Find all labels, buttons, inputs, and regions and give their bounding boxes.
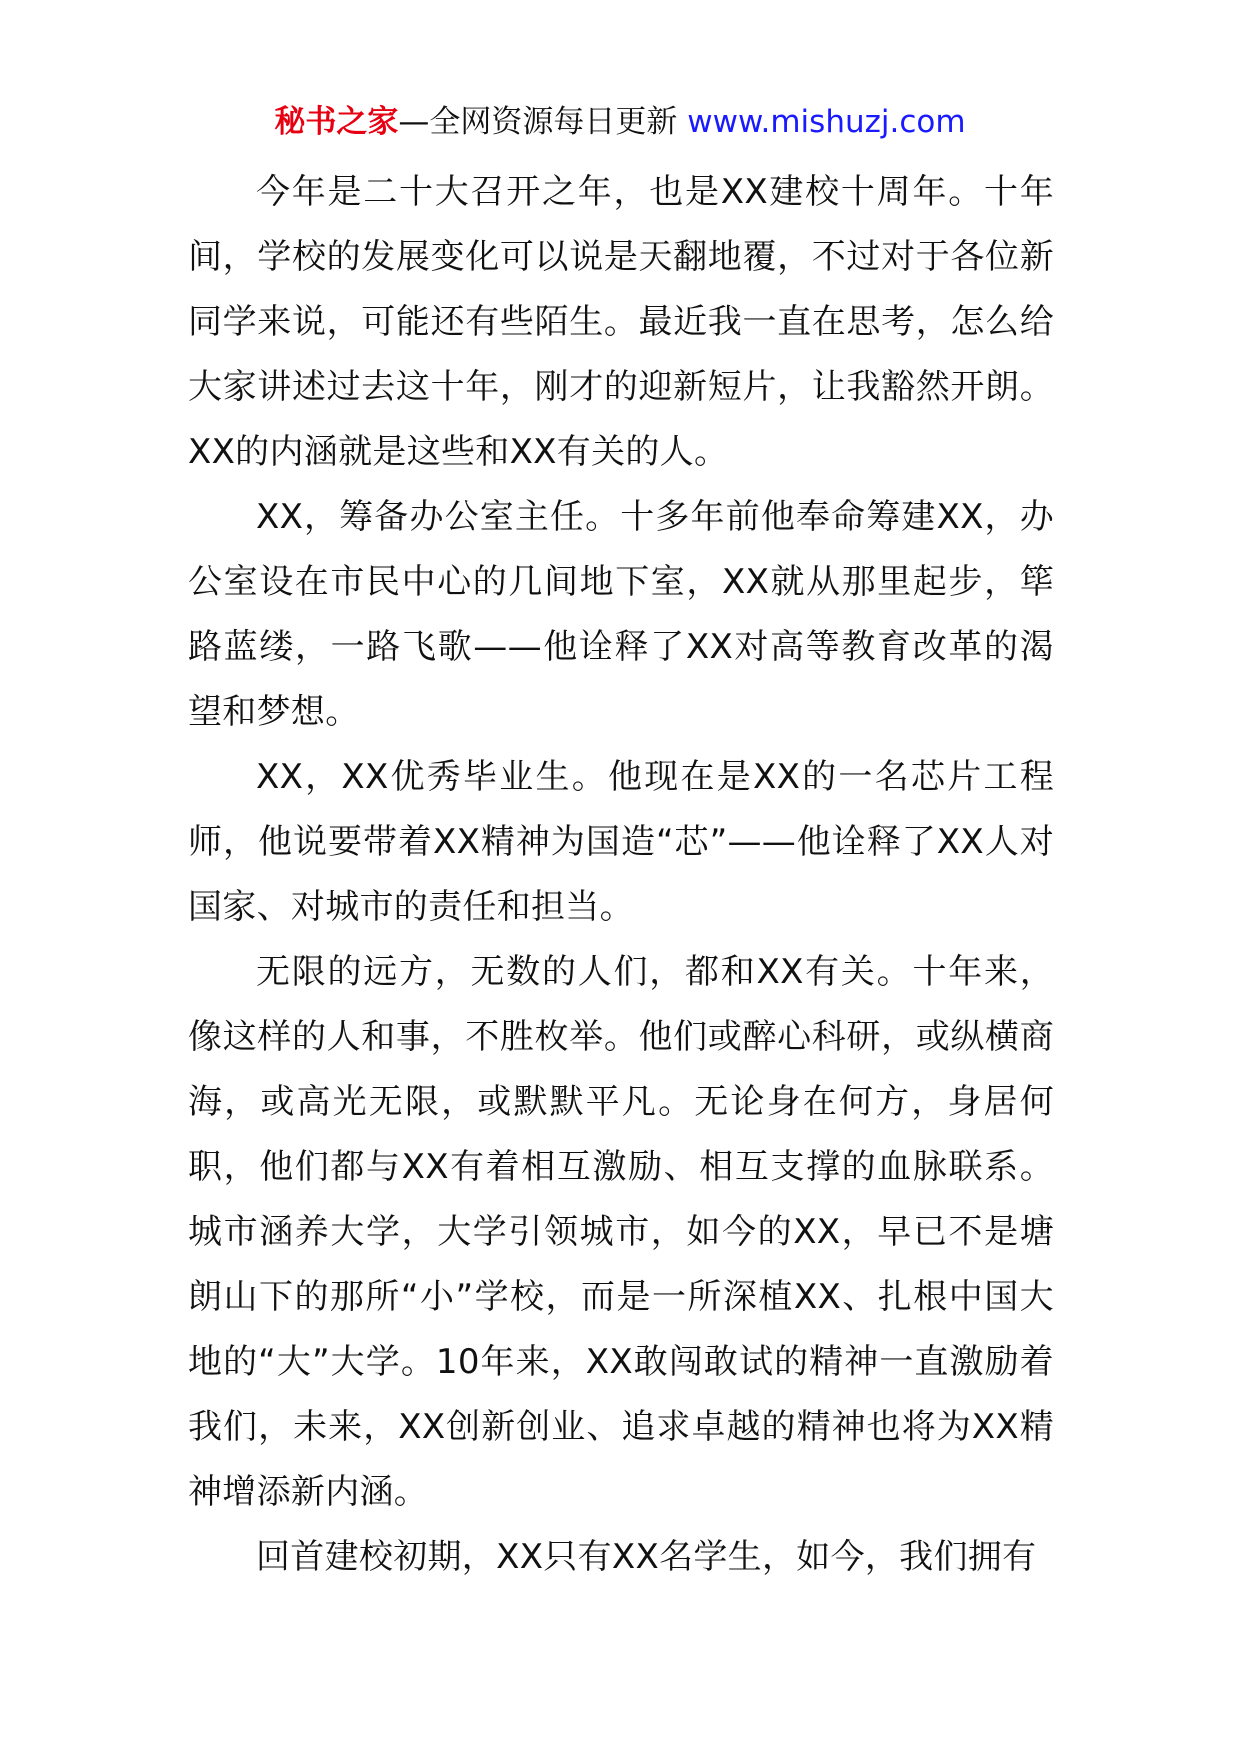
paragraph-3: XX，XX优秀毕业生。他现在是XX的一名芯片工程师，他说要带着XX精神为国造“芯”——他诠释了XX人对国家、对城市的责任和担当。: [188, 757, 1054, 927]
paragraph-4: 无限的远方，无数的人们，都和XX有关。十年来，像这样的人和事，不胜枚举。他们或醉心科研，或纵横商海，或高光无限，或默默平凡。无论身在何方，身居何职，他们都与XX有着相互激励、相互支撑的血脉联系。城市涵养大学，大学引领城市，如今的XX，早已不是塘朗山下的那所“小”学校，而是一所深植XX、扎根中国大地的“大”大学。10年来，XX敢闯敢试的精神一直激励着我们，未来，XX创新创业、追求卓越的精神也将为XX精神增添新内涵。: [188, 952, 1054, 1512]
header-tagline: —全网资源每日更新: [398, 104, 688, 140]
website-link[interactable]: www.mishuzj.com: [687, 104, 966, 140]
page-header: [0, 100, 1240, 144]
paragraph-1: 今年是二十大召开之年，也是XX建校十周年。十年间，学校的发展变化可以说是天翻地覆，不过对于各位新同学来说，可能还有些陌生。最近我一直在思考，怎么给大家讲述过去这十年，刚才的迎新短片，让我豁然开朗。XX的内涵就是这些和XX有关的人。: [188, 172, 1054, 472]
document-body: [188, 160, 1054, 1590]
paragraph-2: XX，筹备办公室主任。十多年前他奉命筹建XX，办公室设在市民中心的几间地下室，XX就从那里起步，筚路蓝缕，一路飞歌——他诠释了XX对高等教育改革的渴望和梦想。: [188, 497, 1054, 732]
brand-name: 秘书之家: [274, 104, 399, 140]
paragraph-5: 回首建校初期，XX只有XX名学生，如今，我们拥有: [256, 1537, 1037, 1577]
